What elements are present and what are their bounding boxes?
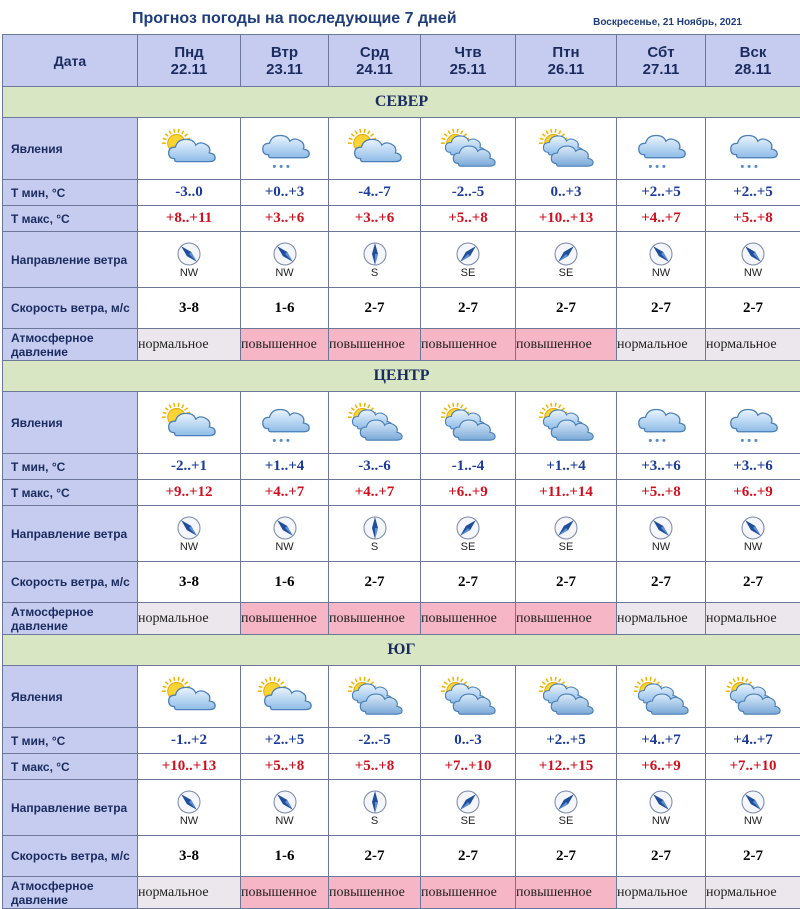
wind-direction-cell	[421, 780, 516, 836]
region-name: ЮГ	[3, 635, 800, 666]
row-label: Скорость ветра, м/с	[3, 288, 138, 329]
header-row	[3, 35, 800, 87]
tmin-cell: 0..+3	[516, 180, 617, 206]
wind-direction-label: NW	[138, 267, 240, 279]
day-of-week: Птн	[516, 44, 616, 61]
pressure-row	[3, 329, 800, 361]
pressure-cell: повышенное	[241, 329, 329, 361]
row-label: Явления	[3, 118, 138, 180]
row-label: Атмосферное давление	[3, 603, 138, 635]
sun-heavy-cloud-icon	[706, 666, 800, 728]
tmax-cell: +3..+6	[241, 206, 329, 232]
tmin-row	[3, 728, 800, 754]
day-header	[241, 35, 329, 87]
tmax-cell: +5..+8	[421, 206, 516, 232]
row-label: Явления	[3, 392, 138, 454]
row-label: Атмосферное давление	[3, 329, 138, 361]
wind-direction-label: SE	[421, 815, 515, 827]
row-label: Т макс, °С	[3, 206, 138, 232]
tmin-cell: +2..+5	[706, 180, 800, 206]
wind-direction-cell	[706, 232, 800, 288]
wind-speed-row	[3, 288, 800, 329]
wind-direction-cell	[138, 506, 241, 562]
tmin-cell: -3..0	[138, 180, 241, 206]
tmax-cell: +4..+7	[329, 480, 421, 506]
row-label: Направление ветра	[3, 780, 138, 836]
pressure-cell: нормальное	[706, 329, 800, 361]
tmax-cell: +5..+8	[329, 754, 421, 780]
wind-direction-cell	[617, 780, 706, 836]
pressure-cell: повышенное	[329, 603, 421, 635]
row-label: Т мин, °С	[3, 728, 138, 754]
tmax-cell: +10..+13	[138, 754, 241, 780]
sun-cloud-icon	[241, 666, 329, 728]
compass-arrow-icon	[138, 241, 240, 267]
compass-arrow-icon	[329, 241, 420, 267]
compass-arrow-icon	[706, 241, 800, 267]
tmax-row	[3, 754, 800, 780]
compass-arrow-icon	[516, 241, 616, 267]
page-header	[0, 0, 800, 34]
compass-arrow-icon	[617, 515, 705, 541]
compass-arrow-icon	[421, 515, 515, 541]
wind-speed-cell: 2-7	[421, 562, 516, 603]
wind-direction-cell	[516, 506, 617, 562]
wind-speed-cell: 3-8	[138, 562, 241, 603]
tmin-cell: -1..-4	[421, 454, 516, 480]
wind-direction-cell	[617, 506, 706, 562]
page-title: Прогноз погоды на последующие 7 дней	[132, 10, 457, 28]
tmin-cell: +2..+5	[516, 728, 617, 754]
cloud-snow-icon	[617, 118, 706, 180]
sun-cloud-icon	[138, 666, 241, 728]
compass-arrow-icon	[241, 515, 328, 541]
cloud-snow-icon	[241, 118, 329, 180]
row-label: Направление ветра	[3, 232, 138, 288]
forecast-table	[2, 34, 800, 909]
tmax-cell: +5..+8	[617, 480, 706, 506]
sun-heavy-cloud-icon	[421, 392, 516, 454]
wind-direction-label: SE	[516, 541, 616, 553]
wind-speed-cell: 2-7	[516, 836, 617, 877]
cloud-snow-icon	[706, 392, 800, 454]
wind-speed-cell: 1-6	[241, 836, 329, 877]
row-label: Скорость ветра, м/с	[3, 562, 138, 603]
wind-direction-cell	[241, 780, 329, 836]
date-header-label: Дата	[3, 35, 138, 87]
tmin-cell: -1..+2	[138, 728, 241, 754]
row-label: Т макс, °С	[3, 480, 138, 506]
day-date: 28.11	[706, 61, 800, 78]
cloud-snow-icon	[706, 118, 800, 180]
wind-direction-label: SE	[516, 815, 616, 827]
tmin-cell: +0..+3	[241, 180, 329, 206]
tmax-row	[3, 480, 800, 506]
wind-direction-cell	[138, 232, 241, 288]
tmin-cell: +4..+7	[706, 728, 800, 754]
wind-direction-label: NW	[706, 267, 800, 279]
sun-cloud-icon	[138, 118, 241, 180]
tmax-cell: +7..+10	[706, 754, 800, 780]
wind-speed-cell: 2-7	[617, 288, 706, 329]
pressure-row	[3, 603, 800, 635]
wind-direction-cell	[516, 780, 617, 836]
wind-direction-label: S	[329, 815, 420, 827]
wind-direction-cell	[706, 780, 800, 836]
tmax-cell: +6..+9	[421, 480, 516, 506]
compass-arrow-icon	[617, 241, 705, 267]
region-name: СЕВЕР	[3, 87, 800, 118]
day-date: 25.11	[421, 61, 515, 78]
tmin-row	[3, 454, 800, 480]
cloud-snow-icon	[241, 392, 329, 454]
pressure-cell: нормальное	[138, 329, 241, 361]
wind-direction-label: NW	[706, 541, 800, 553]
tmin-cell: -3..-6	[329, 454, 421, 480]
sun-heavy-cloud-icon	[617, 666, 706, 728]
pressure-cell: нормальное	[617, 329, 706, 361]
wind-speed-cell: 3-8	[138, 836, 241, 877]
row-label: Атмосферное давление	[3, 877, 138, 909]
wind-direction-label: SE	[421, 267, 515, 279]
wind-speed-cell: 2-7	[516, 562, 617, 603]
compass-arrow-icon	[241, 789, 328, 815]
wind-direction-label: NW	[617, 267, 705, 279]
tmin-cell: -2..+1	[138, 454, 241, 480]
wind-direction-cell	[421, 506, 516, 562]
compass-arrow-icon	[617, 789, 705, 815]
wind-speed-cell: 2-7	[516, 288, 617, 329]
wind-direction-label: NW	[138, 815, 240, 827]
pressure-cell: нормальное	[138, 877, 241, 909]
wind-speed-cell: 2-7	[329, 562, 421, 603]
row-label: Т мин, °С	[3, 180, 138, 206]
sun-cloud-icon	[138, 392, 241, 454]
tmin-cell: -2..-5	[421, 180, 516, 206]
sun-heavy-cloud-icon	[421, 118, 516, 180]
wind-speed-row	[3, 562, 800, 603]
tmin-cell: +1..+4	[241, 454, 329, 480]
wind-direction-label: S	[329, 541, 420, 553]
compass-arrow-icon	[241, 241, 328, 267]
wind-speed-row	[3, 836, 800, 877]
wind-speed-cell: 2-7	[706, 562, 800, 603]
tmin-row	[3, 180, 800, 206]
wind-direction-cell	[241, 506, 329, 562]
tmax-row	[3, 206, 800, 232]
compass-arrow-icon	[329, 789, 420, 815]
wind-direction-label: SE	[421, 541, 515, 553]
tmax-cell: +12..+15	[516, 754, 617, 780]
wind-direction-cell	[617, 232, 706, 288]
pressure-row	[3, 877, 800, 909]
wind-speed-cell: 2-7	[421, 836, 516, 877]
wind-direction-cell	[706, 506, 800, 562]
compass-arrow-icon	[329, 515, 420, 541]
wind-direction-label: NW	[241, 815, 328, 827]
sun-cloud-icon	[329, 118, 421, 180]
phenomena-row	[3, 118, 800, 180]
day-header	[421, 35, 516, 87]
wind-speed-cell: 2-7	[706, 288, 800, 329]
pressure-cell: повышенное	[516, 329, 617, 361]
pressure-cell: нормальное	[138, 603, 241, 635]
wind-direction-cell	[329, 780, 421, 836]
wind-speed-cell: 2-7	[706, 836, 800, 877]
tmax-cell: +4..+7	[617, 206, 706, 232]
wind-speed-cell: 2-7	[617, 836, 706, 877]
wind-direction-cell	[329, 506, 421, 562]
sun-heavy-cloud-icon	[516, 666, 617, 728]
sun-heavy-cloud-icon	[516, 392, 617, 454]
sun-heavy-cloud-icon	[329, 666, 421, 728]
wind-direction-label: NW	[617, 541, 705, 553]
tmin-cell: -2..-5	[329, 728, 421, 754]
region-header	[3, 635, 800, 666]
current-date: Воскресенье, 21 Ноябрь, 2021	[593, 17, 742, 28]
row-label: Направление ветра	[3, 506, 138, 562]
region-header	[3, 87, 800, 118]
day-of-week: Пнд	[138, 44, 240, 61]
compass-arrow-icon	[706, 789, 800, 815]
tmax-cell: +7..+10	[421, 754, 516, 780]
wind-direction-label: S	[329, 267, 420, 279]
pressure-cell: повышенное	[329, 877, 421, 909]
tmin-cell: +3..+6	[617, 454, 706, 480]
tmax-cell: +10..+13	[516, 206, 617, 232]
wind-speed-cell: 3-8	[138, 288, 241, 329]
wind-speed-cell: 2-7	[329, 836, 421, 877]
region-header	[3, 361, 800, 392]
wind-speed-cell: 2-7	[617, 562, 706, 603]
sun-heavy-cloud-icon	[329, 392, 421, 454]
compass-arrow-icon	[706, 515, 800, 541]
day-header	[138, 35, 241, 87]
wind-direction-row	[3, 780, 800, 836]
row-label: Скорость ветра, м/с	[3, 836, 138, 877]
wind-direction-cell	[421, 232, 516, 288]
tmin-cell: 0..-3	[421, 728, 516, 754]
day-of-week: Сбт	[617, 44, 705, 61]
day-of-week: Чтв	[421, 44, 515, 61]
wind-direction-cell	[516, 232, 617, 288]
wind-direction-cell	[138, 780, 241, 836]
row-label: Т макс, °С	[3, 754, 138, 780]
day-date: 26.11	[516, 61, 616, 78]
compass-arrow-icon	[516, 789, 616, 815]
tmin-cell: +2..+5	[617, 180, 706, 206]
tmax-cell: +3..+6	[329, 206, 421, 232]
wind-direction-label: NW	[241, 541, 328, 553]
pressure-cell: повышенное	[329, 329, 421, 361]
day-date: 22.11	[138, 61, 240, 78]
wind-direction-cell	[329, 232, 421, 288]
day-date: 23.11	[241, 61, 328, 78]
pressure-cell: нормальное	[617, 877, 706, 909]
region-name: ЦЕНТР	[3, 361, 800, 392]
compass-arrow-icon	[138, 515, 240, 541]
tmax-cell: +8..+11	[138, 206, 241, 232]
tmin-cell: +1..+4	[516, 454, 617, 480]
tmax-cell: +5..+8	[241, 754, 329, 780]
day-header	[706, 35, 800, 87]
row-label: Т мин, °С	[3, 454, 138, 480]
tmax-cell: +6..+9	[706, 480, 800, 506]
wind-direction-row	[3, 232, 800, 288]
compass-arrow-icon	[421, 789, 515, 815]
sun-heavy-cloud-icon	[516, 118, 617, 180]
day-date: 27.11	[617, 61, 705, 78]
tmin-cell: +3..+6	[706, 454, 800, 480]
tmax-cell: +11..+14	[516, 480, 617, 506]
day-date: 24.11	[329, 61, 420, 78]
wind-direction-label: NW	[706, 815, 800, 827]
wind-speed-cell: 2-7	[421, 288, 516, 329]
pressure-cell: повышенное	[421, 877, 516, 909]
sun-heavy-cloud-icon	[421, 666, 516, 728]
day-of-week: Срд	[329, 44, 420, 61]
tmax-cell: +9..+12	[138, 480, 241, 506]
wind-direction-label: NW	[138, 541, 240, 553]
pressure-cell: повышенное	[516, 603, 617, 635]
pressure-cell: повышенное	[241, 877, 329, 909]
tmax-cell: +6..+9	[617, 754, 706, 780]
compass-arrow-icon	[421, 241, 515, 267]
pressure-cell: повышенное	[421, 603, 516, 635]
wind-speed-cell: 1-6	[241, 562, 329, 603]
day-of-week: Вск	[706, 44, 800, 61]
phenomena-row	[3, 666, 800, 728]
phenomena-row	[3, 392, 800, 454]
tmax-cell: +4..+7	[241, 480, 329, 506]
wind-direction-label: NW	[617, 815, 705, 827]
wind-direction-label: NW	[241, 267, 328, 279]
compass-arrow-icon	[138, 789, 240, 815]
day-of-week: Втр	[241, 44, 328, 61]
row-label: Явления	[3, 666, 138, 728]
pressure-cell: повышенное	[421, 329, 516, 361]
wind-speed-cell: 1-6	[241, 288, 329, 329]
wind-direction-row	[3, 506, 800, 562]
wind-direction-label: SE	[516, 267, 616, 279]
cloud-snow-icon	[617, 392, 706, 454]
pressure-cell: нормальное	[617, 603, 706, 635]
day-header	[329, 35, 421, 87]
wind-direction-cell	[241, 232, 329, 288]
tmin-cell: +4..+7	[617, 728, 706, 754]
pressure-cell: нормальное	[706, 877, 800, 909]
pressure-cell: повышенное	[241, 603, 329, 635]
tmin-cell: +2..+5	[241, 728, 329, 754]
day-header	[617, 35, 706, 87]
tmin-cell: -4..-7	[329, 180, 421, 206]
pressure-cell: нормальное	[706, 603, 800, 635]
compass-arrow-icon	[516, 515, 616, 541]
pressure-cell: повышенное	[516, 877, 617, 909]
wind-speed-cell: 2-7	[329, 288, 421, 329]
tmax-cell: +5..+8	[706, 206, 800, 232]
day-header	[516, 35, 617, 87]
